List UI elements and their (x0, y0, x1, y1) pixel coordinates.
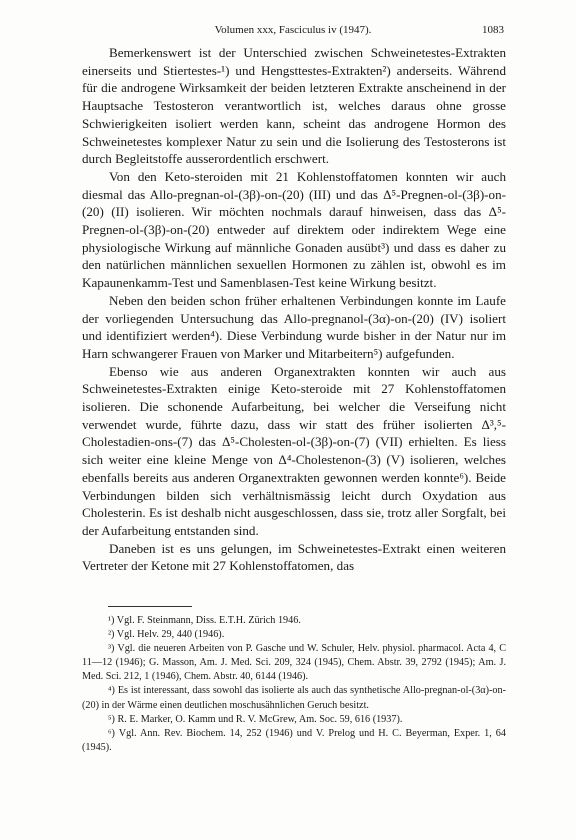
page-number: 1083 (482, 24, 504, 36)
paragraph: Von den Keto-steroiden mit 21 Kohlenstoffatomen konnten wir auch diesmal das Allo-pregnan-ol-(3β)-on-(20) (III) und das Δ⁵-Pregnen-ol-(3β)-on-(20) (II) isolieren. Wir möchten nochmals darauf hinweisen, dass das Δ⁵-Pregnen-ol-(3β)-on-(20) entweder auf direktem oder indirektem Wege eine physiologische Wirkung auf männliche Gonaden ausübt³) und dass es daher zu den natürlichen männlichen sexuellen Hormonen zu zählen ist, obwohl es im Kapaunenkamm-Test und Samenblasen-Test keine Wirkung besitzt. (82, 168, 506, 291)
running-header (82, 22, 504, 38)
footnote: ⁶) Vgl. Ann. Rev. Biochem. 14, 252 (1946) und V. Prelog und H. C. Beyerman, Exper. 1, 64 (1945). (82, 727, 506, 753)
footnote: ¹) Vgl. F. Steinmann, Diss. E.T.H. Zürich 1946. (108, 615, 301, 626)
journal-title: Volumen xxx, Fasciculus iv (1947). (214, 24, 372, 36)
paragraph: Neben den beiden schon früher erhaltenen Verbindungen konnte im Laufe der vorliegenden Untersuchung das Allo-pregnanol-(3α)-on-(20) (IV) isoliert und identifiziert werden⁴). Diese Verbindung wurde bisher in der Natur nur im Harn schwangerer Frauen von Marker und Mitarbeitern⁵) aufgefunden. (82, 292, 506, 361)
paragraph: Ebenso wie aus anderen Organextrakten konnten wir auch aus Schweinetestes-Extrakten einige Keto-steroide mit 27 Kohlenstoffatomen isolieren. Die schonende Aufarbeitung, bei welcher die Verseifung nicht verwendet wurde, führte dazu, dass wir statt des früher isolierten Δ³,⁵-Cholestadien-ons-(7) das Δ⁵-Cholesten-ol-(3β)-on-(7) (VII) erhielten. Es liess sich weiter eine kleine Menge von Δ⁴-Cholestenon-(3) (V) isolieren, welches ebenfalls bereits aus anderen Organextrakten gewonnen werden konnte⁶). Beide Verbindungen bilden sich verhältnismässig leicht durch Oxydation aus Cholesterin. Es ist deshalb nicht ausgeschlossen, dass sie, trotz aller Sorgfalt, bei der Aufarbeitung entstanden sind. (82, 363, 506, 538)
paragraph: Bemerkenswert ist der Unterschied zwischen Schweinetestes-Extrakten einerseits und Stiertestes-¹) und Hengsttestes-Extrakten²) anderseits. Während für die androgene Wirksamkeit der beiden letzteren Extrakte anscheinend in der Hauptsache Testosteron verantwortlich ist, welches daraus ohne grosse Schwierigkeiten isoliert werden kann, scheint das androgene Hormon des Schweinetestes komplexer Natur zu sein und die Isolierung des Testosterons ist durch Begleitstoffe ausserordentlich erschwert. (82, 45, 506, 167)
footnote: ⁴) Es ist interessant, dass sowohl das isolierte als auch das synthetische Allo-pregnan-ol-(3α)-on-(20) in der Wärme einen deutlichen moschusähnlichen Geruch besitzt. (82, 685, 506, 711)
footnote: ²) Vgl. Helv. 29, 440 (1946). (108, 629, 225, 641)
footnote: ⁵) R. E. Marker, O. Kamm und R. V. McGrew, Am. Soc. 59, 616 (1937). (108, 713, 403, 725)
footnote: ³) Vgl. die neueren Arbeiten von P. Gasche und W. Schuler, Helv. physiol. pharmacol. Acta 4, C 11—12 (1946); G. Masson, Am. J. Med. Sci. 209, 324 (1945), Chem. Abstr. 39, 2792 (1945); Am. J. Med. Sci. 212, 1 (1946), Chem. Abstr. 40, 6144 (1946). (82, 643, 506, 683)
footnote-divider (108, 606, 192, 607)
main-text (82, 44, 506, 575)
footnotes (82, 614, 506, 755)
paragraph: Daneben ist es uns gelungen, im Schweinetestes-Extrakt einen weiteren Vertreter der Ketone mit 27 Kohlenstoffatomen, das (82, 540, 506, 574)
